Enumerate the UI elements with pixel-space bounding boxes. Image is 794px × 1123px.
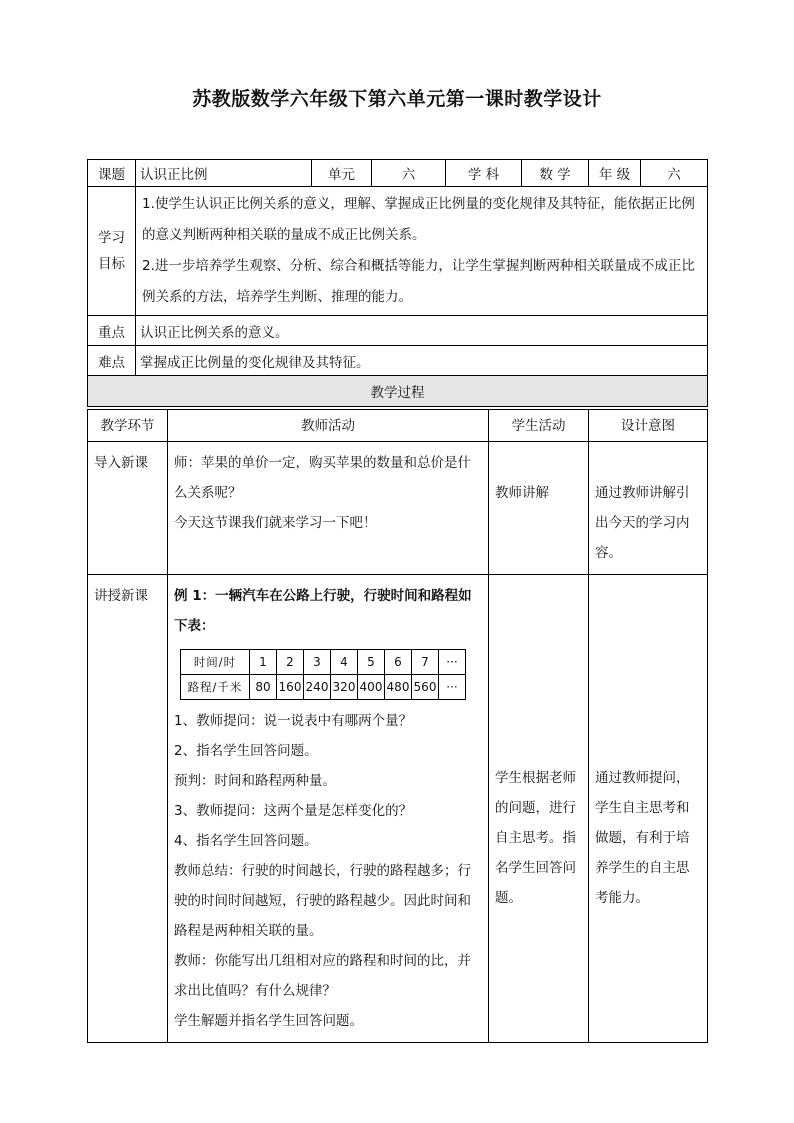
process-title: 教学过程 — [88, 376, 708, 407]
intro-student: 教师讲解 — [489, 442, 589, 575]
grade-label: 年 级 — [589, 160, 641, 187]
lesson-step: 教师：你能写出几组相对应的路程和时间的比，并求出比值吗？有什么规律？ — [174, 953, 471, 999]
goal-item-2: 2.进一步培养学生观察、分析、综合和概括等能力，让学生掌握判断两种相关联量成不成正比例关系的方法，培养学生判断、推理的能力。 — [142, 258, 695, 305]
distance-cell: 80 — [250, 675, 277, 700]
intro-stage: 导入新课 — [88, 442, 168, 575]
distance-row — [181, 675, 466, 700]
time-cell: 1 — [250, 650, 277, 675]
lesson-step: 4、指名学生回答问题。 — [174, 833, 318, 849]
unit-label: 单元 — [312, 160, 372, 187]
lesson-student: 学生根据老师的问题，进行自主思考。指名学生回答问题。 — [489, 575, 589, 1043]
time-label: 时间/时 — [181, 650, 250, 675]
column-intent: 设计意图 — [589, 410, 708, 442]
intro-row — [88, 442, 708, 575]
topic-label: 课题 — [88, 160, 136, 187]
time-cell: 7 — [412, 650, 439, 675]
lesson-step: 教师总结：行驶的时间越长，行驶的路程越多；行驶的时间时间越短，行驶的路程越少。因此时间和路程是两种相关联的量。 — [174, 863, 471, 939]
time-cell: ··· — [439, 650, 466, 675]
lesson-intent: 通过教师提问，学生自主思考和做题，有利于培养学生的自主思考能力。 — [589, 575, 708, 1043]
difficulty-value: 掌握成正比例量的变化规律及其特征。 — [136, 346, 708, 376]
topic-value: 认识正比例 — [136, 160, 312, 187]
lesson-step: 预判：时间和路程两种量。 — [174, 773, 336, 789]
lesson-step: 1、教师提问：说一说表中有哪两个量？ — [174, 713, 413, 729]
lesson-header-row — [88, 160, 708, 187]
lesson-teacher — [168, 575, 489, 1043]
time-cell: 5 — [358, 650, 385, 675]
column-student: 学生活动 — [489, 410, 589, 442]
time-cell: 2 — [277, 650, 304, 675]
difficulty-row — [88, 346, 708, 376]
intro-teacher — [168, 442, 489, 575]
distance-cell: 400 — [358, 675, 385, 700]
process-columns-row — [88, 410, 708, 442]
subject-label: 学 科 — [446, 160, 522, 187]
intro-teacher-line-1: 师：苹果的单价一定，购买苹果的数量和总价是什么关系呢？ — [174, 455, 471, 501]
time-cell: 6 — [385, 650, 412, 675]
lesson-info-table — [87, 159, 708, 407]
goal-item-1: 1.使学生认识正比例关系的意义，理解、掌握成正比例量的变化规律及其特征，能依据正比例的意义判断两种相关联的量成不成正比例关系。 — [142, 196, 695, 243]
distance-cell: 240 — [304, 675, 331, 700]
lesson-row — [88, 575, 708, 1043]
key-point-value: 认识正比例关系的意义。 — [136, 316, 708, 346]
grade-value: 六 — [641, 160, 708, 187]
goals-label-line-2: 目标 — [98, 256, 125, 272]
intro-intent: 通过教师讲解引出今天的学习内容。 — [589, 442, 708, 575]
distance-label: 路程/千米 — [181, 675, 250, 700]
goals-label — [88, 187, 136, 316]
goals-content — [136, 187, 708, 316]
example-title: 例 1：一辆汽车在公路上行驶，行驶时间和路程如下表： — [174, 588, 472, 634]
goals-row — [88, 187, 708, 316]
subject-value: 数 学 — [522, 160, 589, 187]
column-teacher: 教师活动 — [168, 410, 489, 442]
key-point-label: 重点 — [88, 316, 136, 346]
key-point-row — [88, 316, 708, 346]
time-distance-table — [180, 649, 466, 700]
page-title: 苏教版数学六年级下第六单元第一课时教学设计 — [192, 88, 602, 110]
distance-cell: 160 — [277, 675, 304, 700]
process-title-row — [88, 376, 708, 407]
distance-cell: 320 — [331, 675, 358, 700]
lesson-step: 2、指名学生回答问题。 — [174, 743, 318, 759]
time-row — [181, 650, 466, 675]
lesson-step: 学生解题并指名学生回答问题。 — [174, 1013, 363, 1029]
distance-cell: 480 — [385, 675, 412, 700]
unit-value: 六 — [372, 160, 446, 187]
distance-cell: ··· — [439, 675, 466, 700]
lesson-stage: 讲授新课 — [88, 575, 168, 1043]
intro-teacher-line-2: 今天这节课我们就来学习一下吧！ — [174, 515, 377, 531]
goals-label-line-1: 学习 — [98, 230, 125, 246]
column-stage: 教学环节 — [88, 410, 168, 442]
time-cell: 4 — [331, 650, 358, 675]
time-cell: 3 — [304, 650, 331, 675]
distance-cell: 560 — [412, 675, 439, 700]
lesson-step: 3、教师提问：这两个量是怎样变化的？ — [174, 803, 413, 819]
difficulty-label: 难点 — [88, 346, 136, 376]
process-table — [87, 409, 708, 1043]
